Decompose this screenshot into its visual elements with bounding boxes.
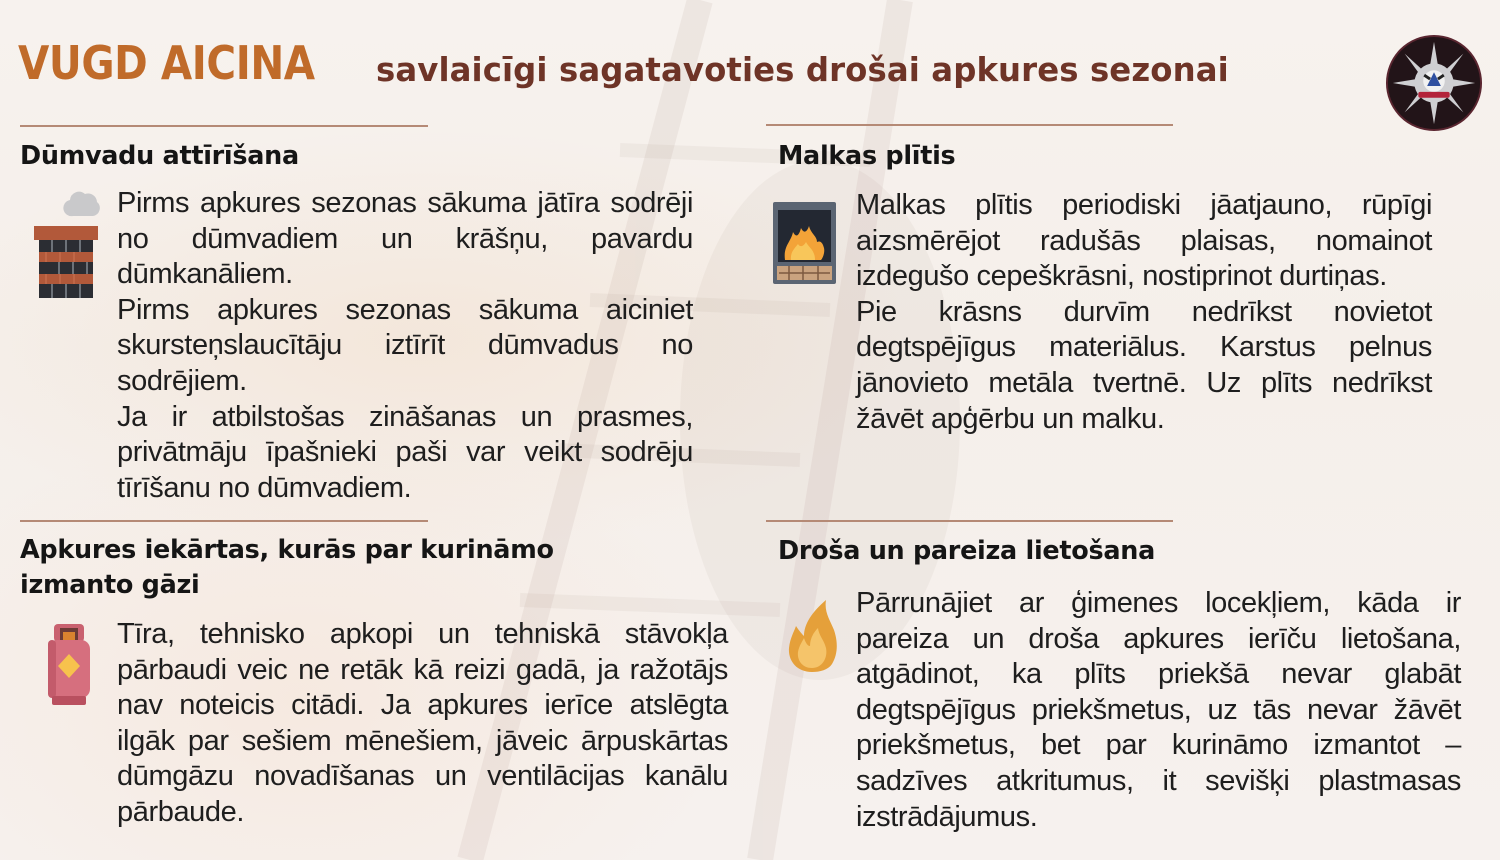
- section-body: [117, 617, 728, 831]
- section-title: Dūmvadu attīrīšana: [20, 141, 299, 171]
- divider: [766, 520, 1173, 522]
- paragraph: Pie krāsns durvīm nedrīkst novietot degtspējīgus materiālus. Karstus pelnus jānovieto metāla tvertnē. Uz plīts nedrīkst žāvēt apģērbu un malku.: [856, 295, 1432, 435]
- divider: [20, 125, 428, 127]
- paragraph: Tīra, tehnisko apkopi un tehniskā stāvokļa pārbaudi veic ne retāk kā reizi gadā, ja ražotājs nav noteicis citādi. Ja apkures ierīce atslēgta ilgāk par sešiem mēnešiem, jāveic ārpuskārtas dūmgāzu novadīšanas un ventilācijas kanālu pārbaude.: [117, 618, 728, 828]
- chimney-icon: [32, 186, 100, 298]
- paragraph: Pirms apkures sezonas sākuma jātīra sodrēji no dūmvadiem un krāšņu, pavardu dūmkanāliem.: [117, 187, 693, 291]
- paragraph: Pārrunājiet ar ģimenes locekļiem, kāda ir pareiza un droša apkures ierīču lietošana, atgādinot, ka plīts priekšā nevar glabāt degtspējīgus priekšmetus, uz tās nevar žāvēt priekšmetus, bet par kurināmo izmantot – sadzīves atkritumus, it sevišķi plastmasas izstrādājumus.: [856, 587, 1461, 833]
- section-body: [117, 186, 693, 506]
- section-body: [856, 188, 1432, 437]
- fireplace-icon: [773, 202, 836, 284]
- gas-cylinder-icon: [46, 622, 92, 706]
- section-body: [856, 586, 1461, 835]
- divider: [20, 520, 428, 522]
- page-subtitle: savlaicīgi sagatavoties drošai apkures sezonai: [376, 50, 1229, 89]
- header: [0, 0, 1500, 120]
- section-title: Droša un pareiza lietošana: [778, 536, 1156, 566]
- divider: [766, 124, 1173, 126]
- paragraph: Ja ir atbilstošas zināšanas un prasmes, privātmāju īpašnieki paši var veikt sodrēju tīrīšanu no dūmvadiem.: [117, 400, 693, 504]
- brand-title: VUGD AICINA: [18, 36, 315, 90]
- paragraph: Pirms apkures sezonas sākuma aiciniet skursteņslaucītāju iztīrīt dūmvadus no sodrējiem.: [117, 293, 693, 397]
- fire-rescue-emblem-icon: [1385, 34, 1483, 132]
- paragraph: Malkas plītis periodiski jāatjauno, rūpīgi aizsmērējot radušās plaisas, nomainot izdegušo cepeškrāsni, nostiprinot durtiņas.: [856, 189, 1432, 293]
- section-title: Malkas plītis: [778, 141, 956, 171]
- section-title: Apkures iekārtas, kurās par kurināmo izmanto gāzi: [20, 535, 554, 600]
- flame-icon: [786, 598, 838, 674]
